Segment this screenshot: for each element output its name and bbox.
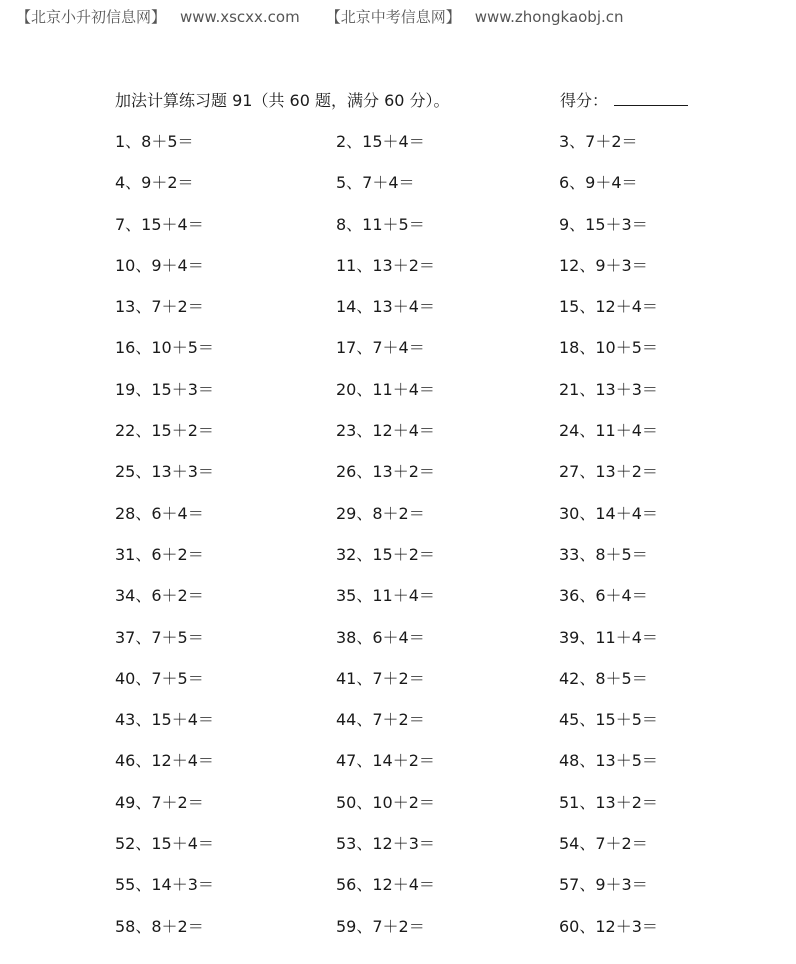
problem-row (115, 129, 735, 170)
score-field (560, 88, 688, 111)
title-row (115, 88, 715, 111)
problem-item: 1、8＋5＝ (115, 132, 194, 151)
problem-item: 40、7＋5＝ (115, 668, 204, 688)
problem-row (115, 294, 735, 335)
problem-item: 11、13＋2＝ (336, 255, 435, 275)
problem-item: 55、14＋3＝ (115, 875, 214, 895)
problem-item: 52、15＋4＝ (115, 834, 214, 854)
problem-item: 35、11＋4＝ (336, 586, 435, 606)
problem-item: 46、12＋4＝ (115, 751, 214, 771)
problem-item: 45、15＋5＝ (559, 710, 658, 730)
problem-item: 29、8＋2＝ (336, 503, 425, 523)
problem-grid (115, 129, 735, 955)
problem-item: 21、13＋3＝ (559, 379, 658, 399)
problem-item: 37、7＋5＝ (115, 627, 204, 647)
problem-item: 43、15＋4＝ (115, 710, 214, 730)
header-left-site[interactable]: www.xscxx.com (180, 8, 300, 26)
problem-row (115, 170, 735, 211)
problem-item: 30、14＋4＝ (559, 503, 658, 523)
problem-row (115, 831, 735, 872)
problem-item: 23、12＋4＝ (336, 421, 435, 441)
problem-row (115, 914, 735, 955)
problem-item: 25、13＋3＝ (115, 462, 214, 482)
problem-item: 33、8＋5＝ (559, 544, 648, 564)
problem-row (115, 748, 735, 789)
problem-item: 7、15＋4＝ (115, 214, 204, 234)
problem-row (115, 253, 735, 294)
problem-item: 12、9＋3＝ (559, 255, 648, 275)
problem-item: 47、14＋2＝ (336, 751, 435, 771)
problem-item: 20、11＋4＝ (336, 379, 435, 399)
problem-row (115, 459, 735, 500)
problem-item: 41、7＋2＝ (336, 668, 425, 688)
problem-item: 34、6＋2＝ (115, 586, 204, 606)
problem-row (115, 212, 735, 253)
problem-item: 18、10＋5＝ (559, 338, 658, 358)
header-right-site[interactable]: www.zhongkaobj.cn (474, 8, 624, 26)
problem-item: 19、15＋3＝ (115, 379, 214, 399)
problem-item: 42、8＋5＝ (559, 668, 648, 688)
problem-item: 32、15＋2＝ (336, 544, 435, 564)
problem-item: 15、12＋4＝ (559, 297, 658, 317)
problem-row (115, 872, 735, 913)
header-right-label: 【北京中考信息网】 (325, 8, 461, 26)
problem-item: 44、7＋2＝ (336, 710, 425, 730)
problem-item: 31、6＋2＝ (115, 544, 204, 564)
problem-item: 16、10＋5＝ (115, 338, 214, 358)
problem-item: 54、7＋2＝ (559, 834, 648, 854)
problem-item: 10、9＋4＝ (115, 255, 204, 275)
problem-item: 9、15＋3＝ (559, 214, 648, 234)
problem-item: 24、11＋4＝ (559, 421, 658, 441)
problem-item: 48、13＋5＝ (559, 751, 658, 771)
problem-item: 8、11＋5＝ (336, 214, 425, 234)
problem-row (115, 542, 735, 583)
problem-item: 2、15＋4＝ (336, 132, 425, 151)
problem-item: 51、13＋2＝ (559, 792, 658, 812)
problem-item: 59、7＋2＝ (336, 916, 425, 936)
problem-row (115, 418, 735, 459)
problem-item: 60、12＋3＝ (559, 916, 658, 936)
problem-item: 38、6＋4＝ (336, 627, 425, 647)
problem-item: 57、9＋3＝ (559, 875, 648, 895)
problem-item: 56、12＋4＝ (336, 875, 435, 895)
worksheet-title: 加法计算练习题 91（共 60 题，满分 60 分）。 (115, 91, 450, 110)
problem-row (115, 583, 735, 624)
problem-item: 22、15＋2＝ (115, 421, 214, 441)
problem-item: 4、9＋2＝ (115, 173, 194, 193)
problem-row (115, 707, 735, 748)
problem-item: 3、7＋2＝ (559, 132, 638, 151)
problem-item: 36、6＋4＝ (559, 586, 648, 606)
problem-row (115, 666, 735, 707)
score-label: 得分： (560, 91, 609, 110)
problem-item: 17、7＋4＝ (336, 338, 425, 358)
problem-item: 14、13＋4＝ (336, 297, 435, 317)
header-left-label: 【北京小升初信息网】 (16, 8, 167, 26)
problem-item: 39、11＋4＝ (559, 627, 658, 647)
problem-item: 6、9＋4＝ (559, 173, 638, 193)
problem-row (115, 625, 735, 666)
problem-row (115, 501, 735, 542)
problem-item: 28、6＋4＝ (115, 503, 204, 523)
score-blank-line (614, 91, 688, 106)
problem-item: 53、12＋3＝ (336, 834, 435, 854)
problem-row (115, 335, 735, 376)
problem-item: 13、7＋2＝ (115, 297, 204, 317)
problem-row (115, 377, 735, 418)
problem-item: 5、7＋4＝ (336, 173, 415, 193)
problem-item: 58、8＋2＝ (115, 916, 204, 936)
page-header (16, 6, 638, 27)
problem-item: 49、7＋2＝ (115, 792, 204, 812)
problem-row (115, 790, 735, 831)
problem-item: 50、10＋2＝ (336, 792, 435, 812)
problem-item: 27、13＋2＝ (559, 462, 658, 482)
problem-item: 26、13＋2＝ (336, 462, 435, 482)
